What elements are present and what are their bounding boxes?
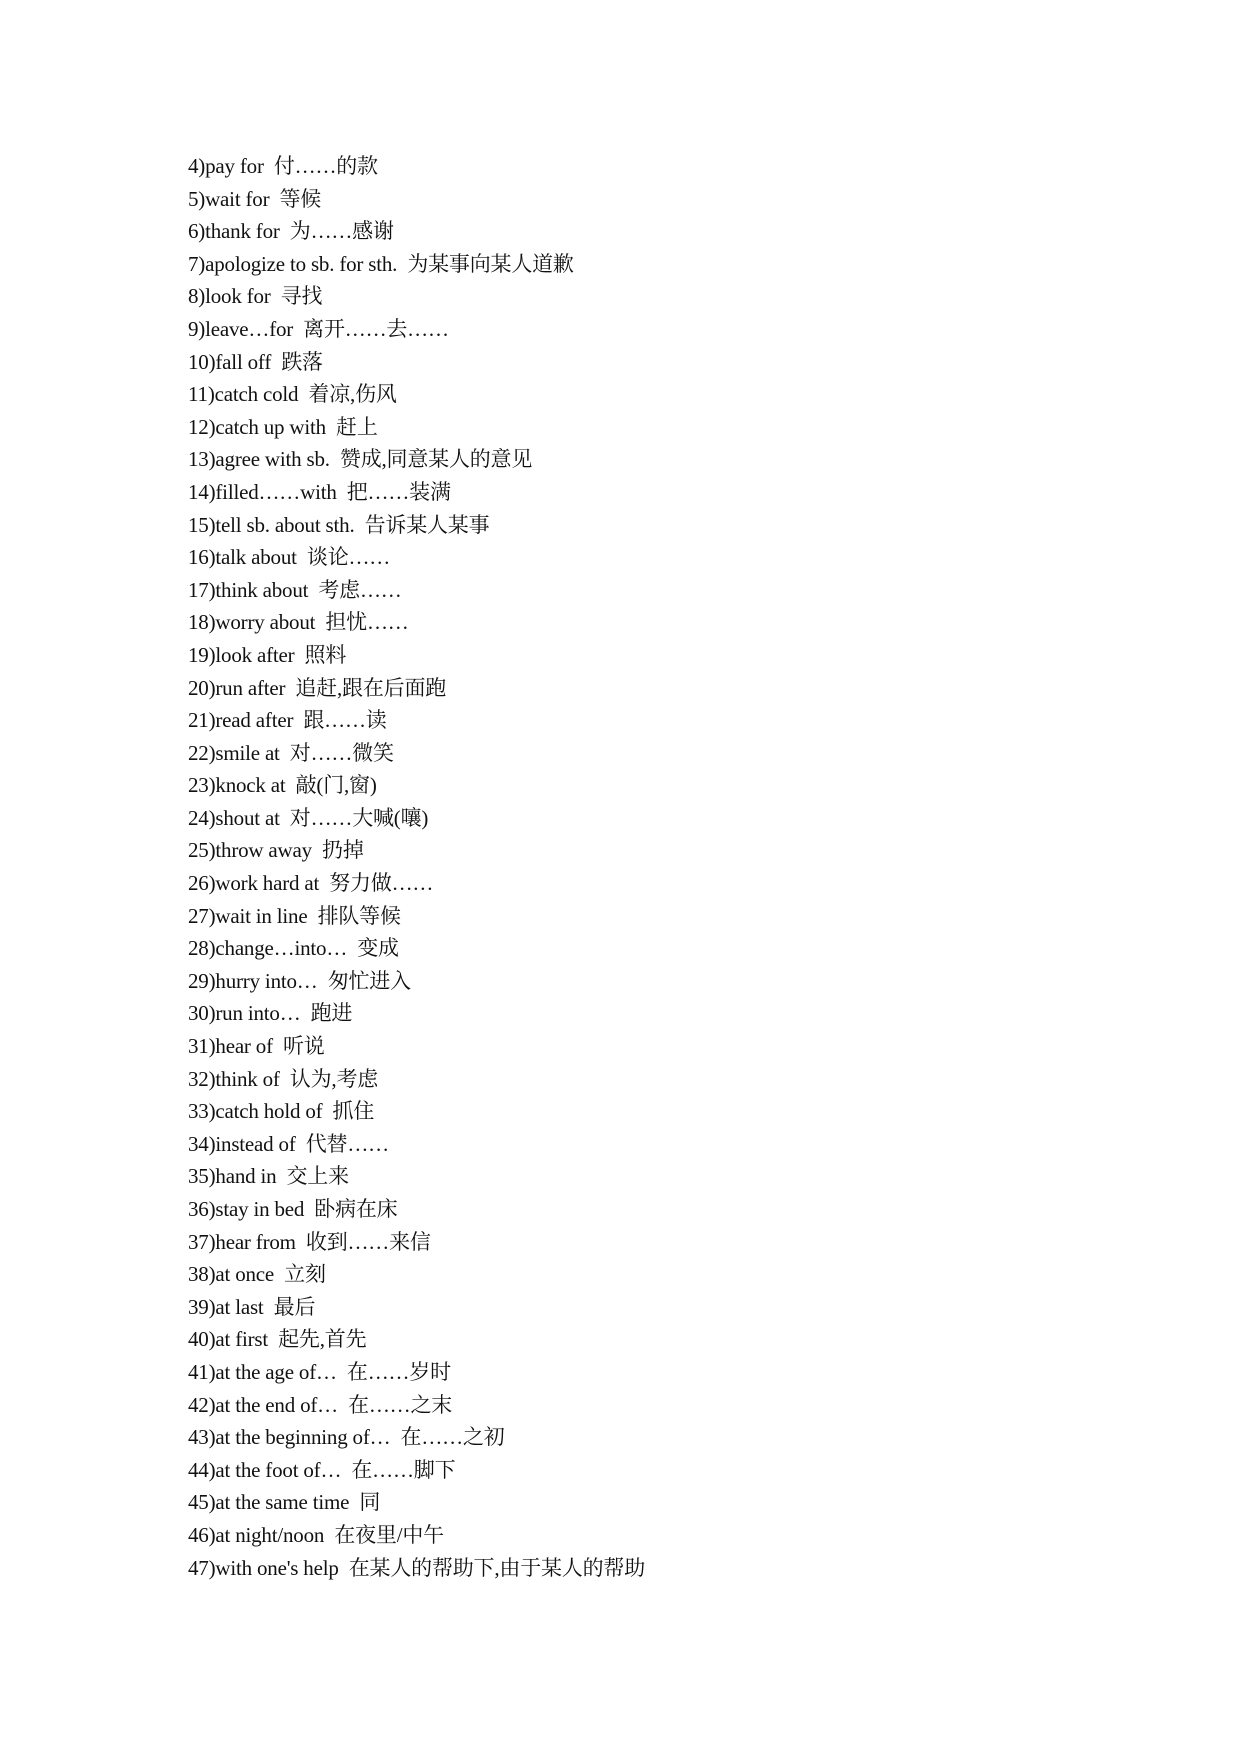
phrase-item: 34)instead of 代替…… bbox=[188, 1131, 389, 1156]
phrase-item: 13)agree with sb. 赞成,同意某人的意见 bbox=[188, 447, 533, 472]
phrase-item: 44)at the foot of… 在……脚下 bbox=[188, 1457, 456, 1482]
phrase-item: 32)think of 认为,考虑 bbox=[188, 1066, 379, 1091]
phrase-item: 11)catch cold 着凉,伤风 bbox=[188, 382, 397, 407]
phrase-item: 45)at the same time 同 bbox=[188, 1490, 381, 1515]
phrase-item: 27)wait in line 排队等候 bbox=[188, 903, 401, 928]
phrase-list bbox=[188, 150, 1188, 1584]
phrase-item: 15)tell sb. about sth. 告诉某人某事 bbox=[188, 512, 490, 537]
phrase-item: 5)wait for 等候 bbox=[188, 186, 322, 211]
phrase-item: 37)hear from 收到……来信 bbox=[188, 1229, 431, 1254]
phrase-item: 41)at the age of… 在……岁时 bbox=[188, 1359, 451, 1384]
phrase-item: 28)change…into… 变成 bbox=[188, 936, 399, 961]
phrase-item: 30)run into… 跑进 bbox=[188, 1001, 353, 1026]
phrase-item: 16)talk about 谈论…… bbox=[188, 545, 391, 570]
phrase-item: 6)thank for 为……感谢 bbox=[188, 219, 394, 244]
phrase-item: 36)stay in bed 卧病在床 bbox=[188, 1197, 398, 1221]
phrase-item: 21)read after 跟……读 bbox=[188, 708, 387, 733]
phrase-item: 38)at once 立刻 bbox=[188, 1262, 326, 1287]
phrase-item: 4)pay for 付……的款 bbox=[188, 154, 378, 178]
phrase-item: 47)with one's help 在某人的帮助下,由于某人的帮助 bbox=[188, 1555, 646, 1580]
phrase-item: 24)shout at 对……大喊(嚷) bbox=[188, 805, 429, 830]
phrase-item: 25)throw away 扔掉 bbox=[188, 838, 364, 863]
document-page bbox=[188, 150, 1188, 1584]
phrase-item: 39)at last 最后 bbox=[188, 1294, 316, 1319]
phrase-item: 9)leave…for 离开……去…… bbox=[188, 316, 449, 341]
phrase-item: 17)think about 考虑…… bbox=[188, 577, 402, 602]
phrase-item: 12)catch up with 赶上 bbox=[188, 414, 378, 439]
phrase-item: 14)filled……with 把……装满 bbox=[188, 479, 451, 504]
phrase-item: 7)apologize to sb. for sth. 为某事向某人道歉 bbox=[188, 251, 574, 276]
phrase-item: 43)at the beginning of… 在……之初 bbox=[188, 1425, 505, 1450]
phrase-item: 42)at the end of… 在……之末 bbox=[188, 1392, 453, 1417]
phrase-item: 31)hear of 听说 bbox=[188, 1034, 325, 1059]
phrase-item: 20)run after 追赶,跟在后面跑 bbox=[188, 675, 447, 700]
phrase-item: 22)smile at 对……微笑 bbox=[188, 740, 394, 765]
phrase-item: 29)hurry into… 匆忙进入 bbox=[188, 968, 411, 993]
phrase-item: 18)worry about 担忧…… bbox=[188, 610, 409, 635]
phrase-item: 46)at night/noon 在夜里/中午 bbox=[188, 1522, 444, 1547]
phrase-item: 26)work hard at 努力做…… bbox=[188, 871, 434, 896]
phrase-item: 8)look for 寻找 bbox=[188, 284, 323, 309]
phrase-item: 19)look after 照料 bbox=[188, 642, 347, 667]
phrase-item: 33)catch hold of 抓住 bbox=[188, 1099, 375, 1124]
phrase-item: 35)hand in 交上来 bbox=[188, 1164, 349, 1189]
phrase-item: 10)fall off 跌落 bbox=[188, 349, 323, 374]
phrase-item: 40)at first 起先,首先 bbox=[188, 1327, 367, 1352]
phrase-item: 23)knock at 敲(门,窗) bbox=[188, 773, 377, 798]
